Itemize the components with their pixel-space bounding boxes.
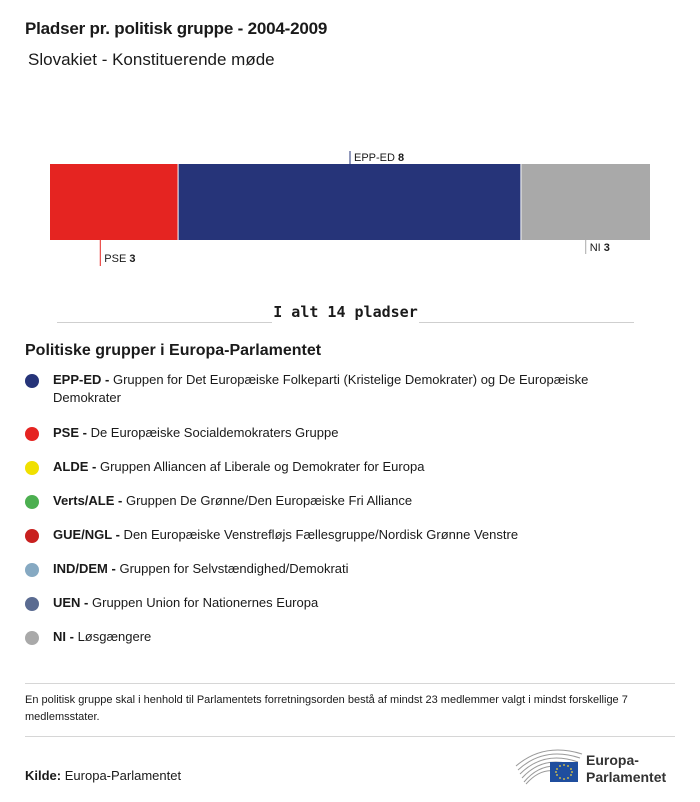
- legend-color-dot: [25, 374, 39, 388]
- legend-description: Løsgængere: [73, 629, 152, 644]
- legend-text: [53, 458, 653, 476]
- legend-text: [53, 371, 653, 407]
- legend-abbr: ALDE -: [53, 459, 97, 474]
- legend-description: Gruppen for Selvstændighed/Demokrati: [115, 561, 349, 576]
- legend-text: [53, 594, 653, 612]
- legend-abbr: EPP-ED -: [53, 372, 110, 387]
- legend-description: Gruppen Union for Nationernes Europa: [88, 595, 319, 610]
- bar-segment-ni: [521, 164, 650, 240]
- legend-abbr: Verts/ALE -: [53, 493, 123, 508]
- legend-color-dot: [25, 563, 39, 577]
- source-value: Europa-Parlamentet: [64, 768, 182, 783]
- legend-abbr: NI -: [53, 629, 74, 644]
- legend-color-dot: [25, 597, 39, 611]
- page-title: Pladser pr. politisk gruppe - 2004-2009: [25, 19, 328, 38]
- legend-text: [53, 424, 653, 442]
- legend-title: Politiske grupper i Europa-Parlamentet: [25, 342, 322, 359]
- legend-abbr: PSE -: [53, 425, 87, 440]
- legend-color-dot: [25, 461, 39, 475]
- bar-segment-epp-ed: [179, 164, 521, 240]
- source: [25, 768, 181, 783]
- legend-text: [53, 628, 653, 646]
- legend-abbr: UEN -: [53, 595, 89, 610]
- footer-divider-top: [25, 683, 675, 684]
- legend-description: Gruppen Alliancen af Liberale og Demokrater for Europa: [96, 459, 425, 474]
- footnote: En politisk gruppe skal i henhold til Parlamentets forretningsorden bestå af mindst 23 medlemmer valgt i mindst forskellige 7 medlemsstater.: [25, 694, 628, 723]
- legend-color-dot: [25, 529, 39, 543]
- legend-color-dot: [25, 495, 39, 509]
- legend-description: De Europæiske Socialdemokraters Gruppe: [86, 425, 339, 440]
- legend-description: Den Europæiske Venstrefløjs Fællesgruppe/Nordisk Grønne Venstre: [119, 527, 519, 542]
- page-subtitle: Slovakiet - Konstituerende møde: [28, 50, 275, 69]
- legend-color-dot: [25, 427, 39, 441]
- source-label: Kilde:: [25, 768, 62, 783]
- legend-color-dot: [25, 631, 39, 645]
- logo-line-2: Parlamentet: [586, 769, 667, 785]
- legend-text: [53, 492, 653, 510]
- divider-left: [57, 322, 272, 323]
- bar-label: NI 3: [589, 242, 610, 254]
- total-seats-label: I alt 14 pladser: [273, 303, 418, 321]
- legend-text: [53, 560, 653, 578]
- legend-abbr: GUE/NGL -: [53, 527, 120, 542]
- bar-segment-pse: [50, 164, 178, 240]
- legend-description: Gruppen De Grønne/Den Europæiske Fri Alliance: [122, 493, 413, 508]
- logo-text: [586, 752, 666, 786]
- legend-abbr: IND/DEM -: [53, 561, 116, 576]
- divider-right: [419, 322, 634, 323]
- footer-divider-bottom: [25, 736, 675, 737]
- logo-line-1: Europa-: [586, 752, 639, 768]
- legend-description: Gruppen for Det Europæiske Folkeparti (Kristelige Demokrater) og De Europæiske Demokrater: [53, 372, 589, 405]
- bar-label: EPP-ED 8: [354, 152, 405, 164]
- legend-text: [53, 526, 653, 544]
- bar-label: PSE 3: [104, 253, 136, 265]
- seat-bar-chart: [0, 140, 700, 270]
